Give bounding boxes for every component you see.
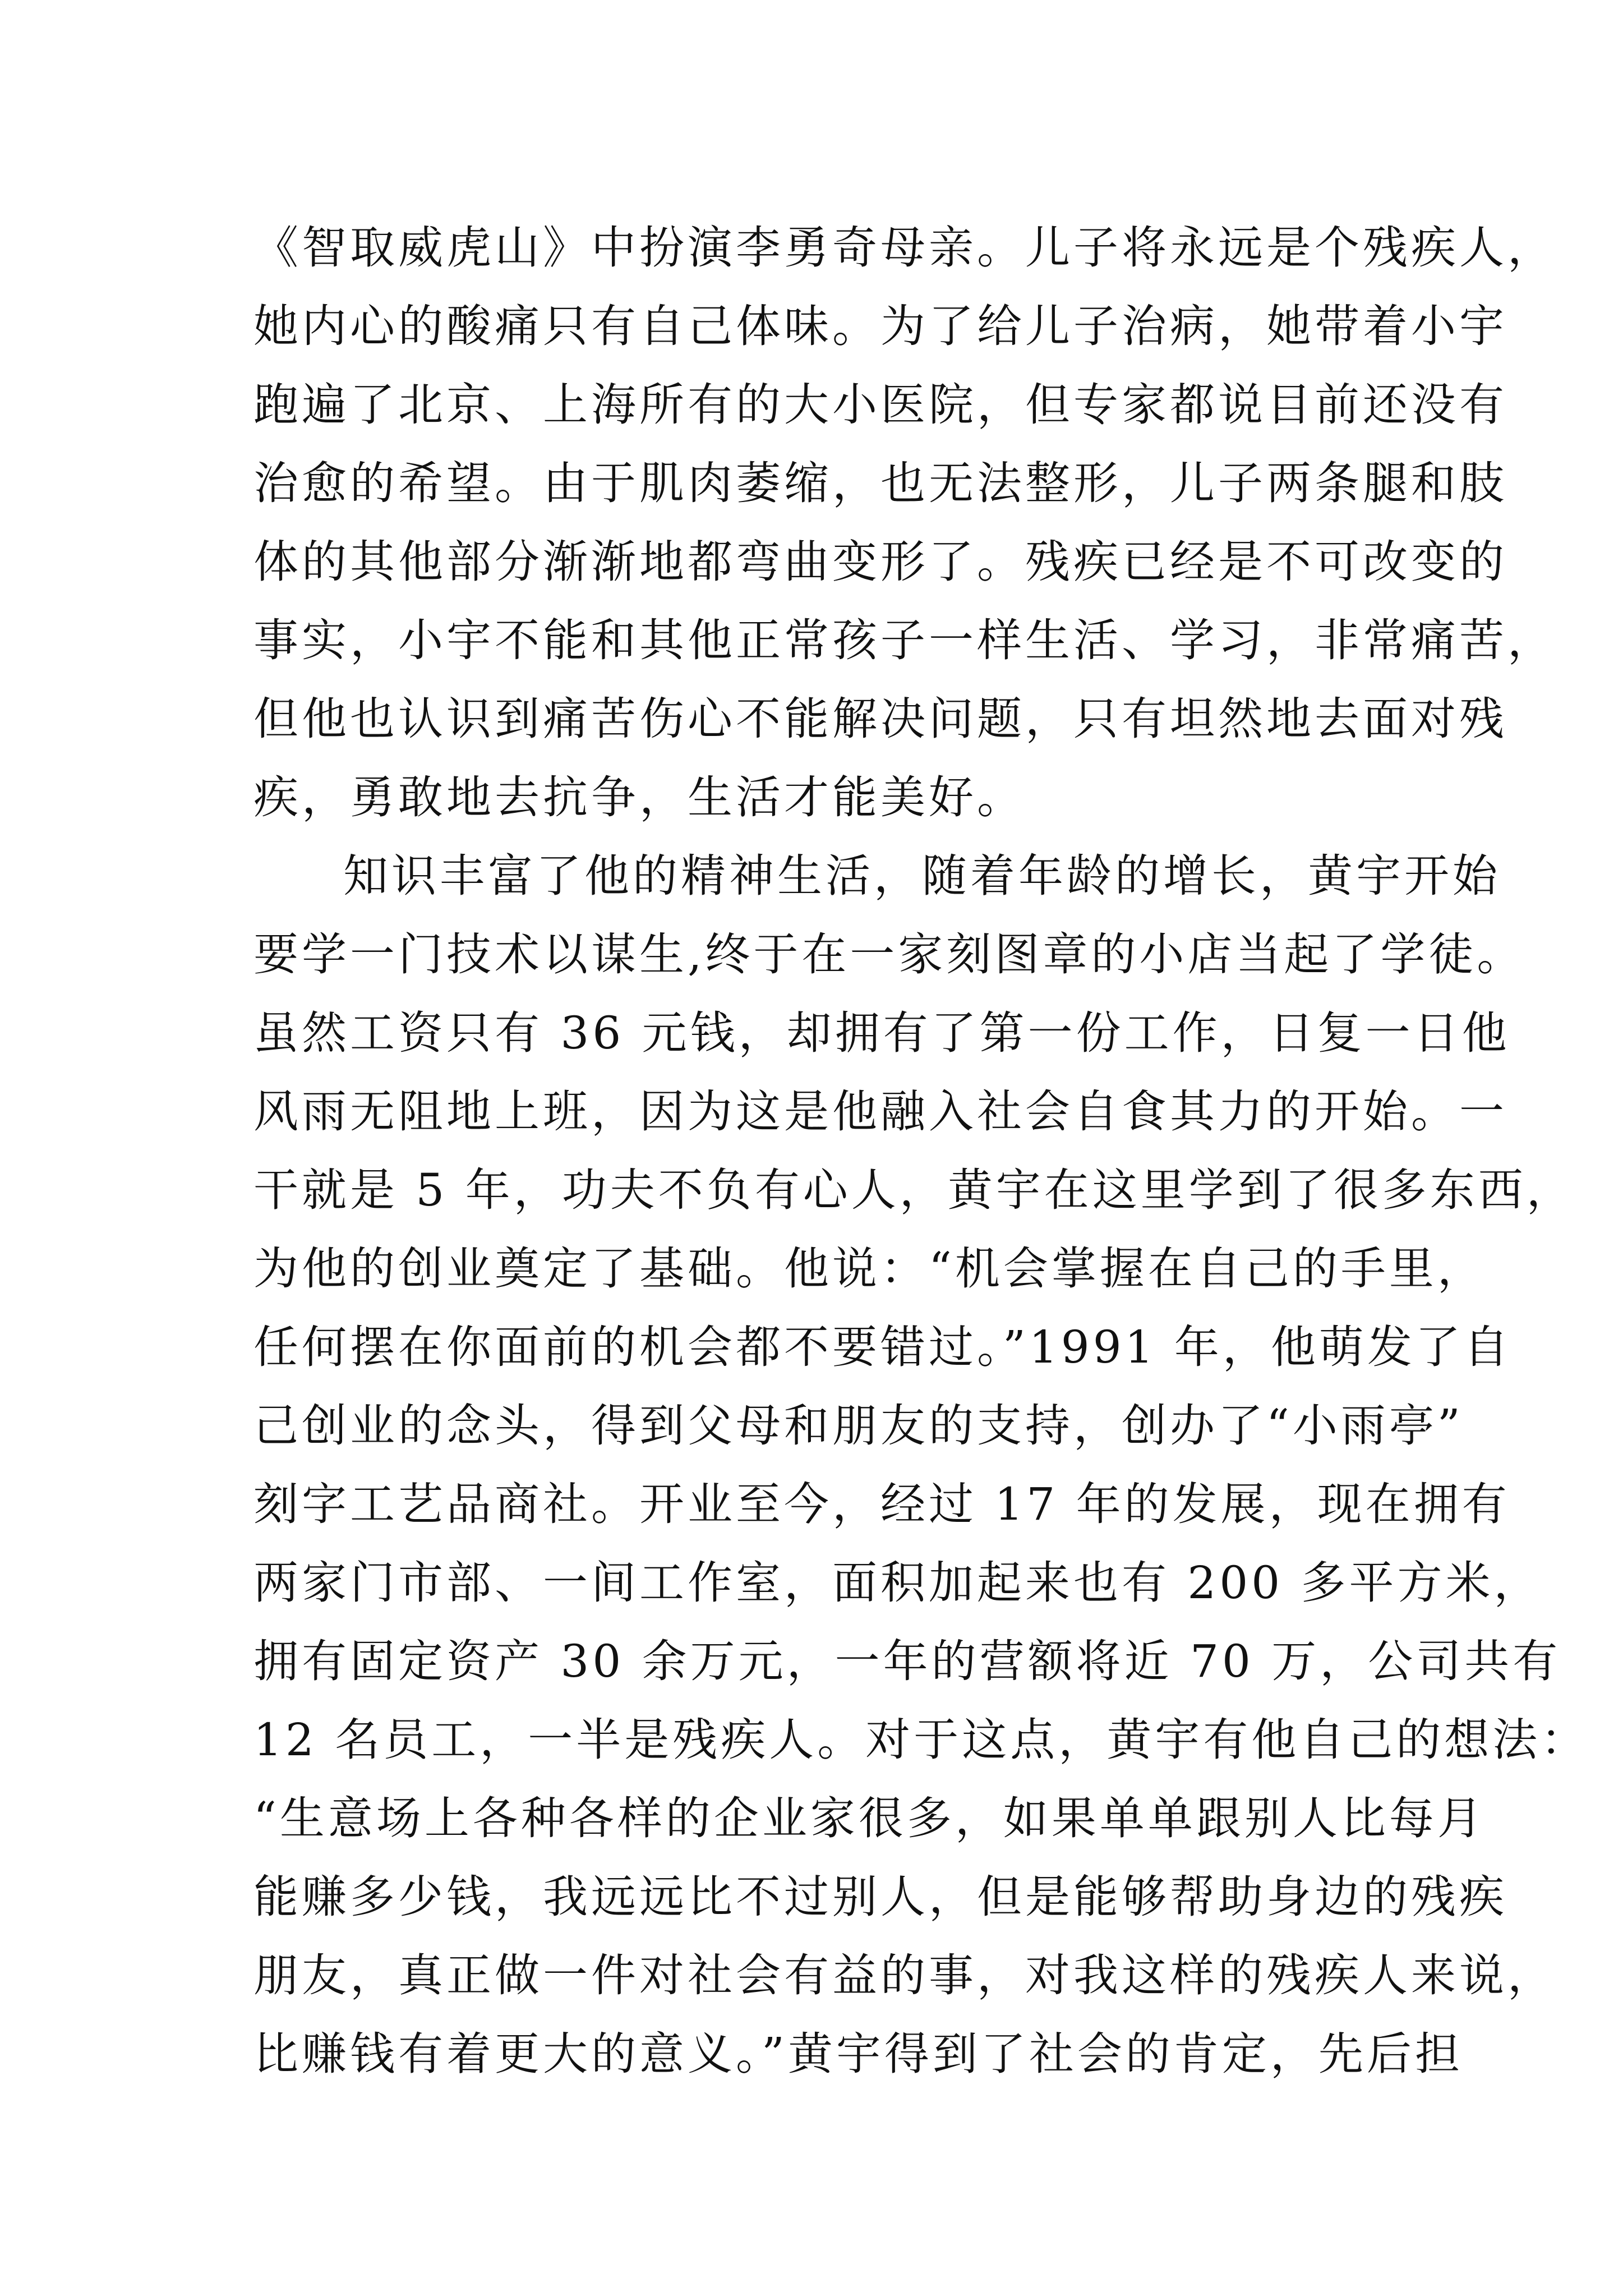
text-line-16: 己创业的念头，得到父母和朋友的支持，创办了“小雨亭” bbox=[253, 1400, 1464, 1452]
text-line-13: 干就是 5 年，功夫不负有心人，黄宇在这里学到了很多东西， bbox=[253, 1164, 1575, 1216]
text-line-19: 拥有固定资产 30 余万元，一年的营额将近 70 万，公司共有 bbox=[253, 1635, 1561, 1687]
text-line-17: 刻字工艺品商社。开业至今，经过 17 年的发展，现在拥有 bbox=[253, 1478, 1510, 1530]
text-line-24: 比赚钱有着更大的意义。”黄宇得到了社会的肯定，先后担 bbox=[253, 2028, 1463, 2080]
text-line-23: 朋友，真正做一件对社会有益的事，对我这样的残疾人来说， bbox=[253, 1949, 1556, 2001]
text-line-7: 但他也认识到痛苦伤心不能解决问题，只有坦然地去面对残 bbox=[253, 693, 1507, 745]
text-line-1: 《智取威虎山》中扮演李勇奇母亲。儿子将永远是个残疾人， bbox=[253, 222, 1556, 274]
text-line-20: 12 名员工，一半是残疾人。对于这点，黄宇有他自己的想法： bbox=[253, 1714, 1589, 1766]
text-line-9: 知识丰富了他的精神生活，随着年龄的增长，黄宇开始 bbox=[343, 850, 1501, 902]
text-line-5: 体的其他部分渐渐地都弯曲变形了。残疾已经是不可改变的 bbox=[253, 536, 1507, 588]
text-line-12: 风雨无阻地上班，因为这是他融入社会自食其力的开始。一 bbox=[253, 1085, 1507, 1138]
text-line-14: 为他的创业奠定了基础。他说：“机会掌握在自己的手里， bbox=[253, 1243, 1486, 1295]
text-line-18: 两家门市部、一间工作室，面积加起来也有 200 多平方米， bbox=[253, 1557, 1542, 1609]
text-line-11: 虽然工资只有 36 元钱，却拥有了第一份工作，日复一日他 bbox=[253, 1007, 1510, 1059]
text-line-15: 任何摆在你面前的机会都不要错过。”1991 年，他萌发了自 bbox=[253, 1321, 1512, 1373]
text-line-4: 治愈的希望。由于肌肉萎缩，也无法整形，儿子两条腿和肢 bbox=[253, 457, 1507, 509]
text-line-3: 跑遍了北京、上海所有的大小医院，但专家都说目前还没有 bbox=[253, 379, 1507, 431]
text-line-6: 事实，小宇不能和其他正常孩子一样生活、学习，非常痛苦， bbox=[253, 614, 1556, 666]
text-line-8: 疾，勇敢地去抗争，生活才能美好。 bbox=[253, 771, 1025, 823]
text-line-21: “生意场上各种各样的企业家很多，如果单单跟别人比每月 bbox=[253, 1792, 1486, 1844]
text-line-22: 能赚多少钱，我远远比不过别人，但是能够帮助身边的残疾 bbox=[253, 1871, 1507, 1923]
text-line-10: 要学一门技术以谋生,终于在一家刻图章的小店当起了学徒。 bbox=[253, 928, 1525, 981]
text-line-2: 她内心的酸痛只有自己体味。为了给儿子治病，她带着小宇 bbox=[253, 300, 1507, 352]
